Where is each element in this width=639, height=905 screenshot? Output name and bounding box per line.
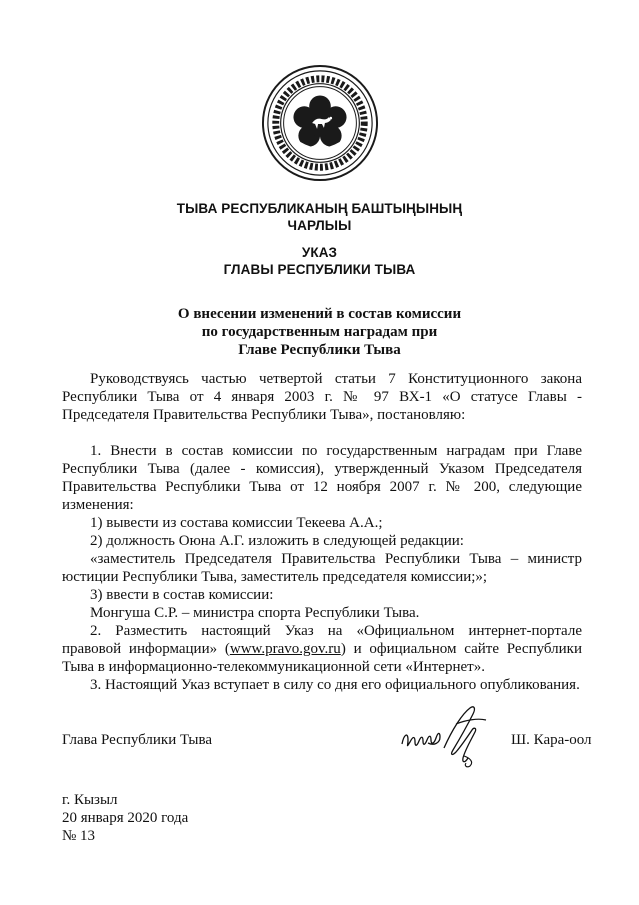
title-line2: по государственным наградам при — [201, 324, 438, 340]
decree-footer — [62, 791, 188, 845]
item-1-1: 1) вывести из состава комиссии Текеева А.А.; — [90, 515, 383, 531]
title-line3: Главе Республики Тыва — [238, 342, 401, 358]
footer-city: г. Кызыл — [62, 792, 118, 808]
footer-number: № 13 — [62, 828, 96, 844]
signatory-position: Глава Республики Тыва — [62, 732, 213, 748]
item-2-paragraph — [62, 622, 582, 676]
header-tuvan-line1: ТЫВА РЕСПУБЛИКАНЫҢ БАШТЫҢЫНЫҢ — [176, 201, 463, 216]
header-russian-line2: ГЛАВЫ РЕСПУБЛИКИ ТЫВА — [223, 262, 416, 277]
handwritten-signature-icon — [398, 700, 498, 770]
item-1-3: 3) ввести в состав комиссии: — [90, 587, 274, 603]
header-tuvan — [0, 200, 639, 234]
item-1-3-person: Монгуша С.Р. – министра спорта Республики Тыва. — [90, 605, 420, 621]
signatory-name: Ш. Кара-оол — [511, 732, 592, 748]
pravo-link[interactable]: www.pravo.gov.ru — [229, 641, 341, 657]
item-3-paragraph: 3. Настоящий Указ вступает в силу со дня его официального опубликования. — [90, 677, 580, 693]
decree-title — [0, 305, 639, 359]
header-tuvan-line2: ЧАРЛЫЫ — [287, 218, 352, 233]
header-russian-line1: УКАЗ — [301, 245, 338, 260]
footer-date: 20 января 2020 года — [62, 810, 189, 826]
item-2-suffix: ) и официальном сайте Республики Тыва в информационно-телекоммуникационной сети «Интернет». — [62, 641, 582, 675]
tuva-coat-of-arms-emblem-icon — [261, 64, 379, 182]
item-1-paragraph: 1. Внести в состав комиссии по государственным наградам при Главе Республики Тыва (далее - комиссия), утвержденный Указом Председателя Правительства Республики Тыва от 12 ноября 2007 г. № 200, следующие изменения: — [62, 443, 582, 513]
title-line1: О внесении изменений в состав комиссии — [177, 306, 462, 322]
item-1-2-quote: «заместитель Председателя Правительства Республики Тыва – министр юстиции Республики Тыва, заместитель председателя комиссии;»; — [62, 551, 582, 585]
item-1-2: 2) должность Оюна А.Г. изложить в следующей редакции: — [90, 533, 464, 549]
decree-body — [62, 370, 582, 694]
item-2-prefix: 2. Разместить настоящий Указ на «Официальном интернет-портале правовой информации» ( — [62, 623, 582, 657]
intro-paragraph: Руководствуясь частью четвертой статьи 7 Конституционного закона Республики Тыва от 4 января 2003 г. № 97 ВХ-1 «О статусе Главы - Председателя Правительства Республики Тыва», постановляю: — [62, 371, 582, 423]
header-russian — [0, 244, 639, 278]
